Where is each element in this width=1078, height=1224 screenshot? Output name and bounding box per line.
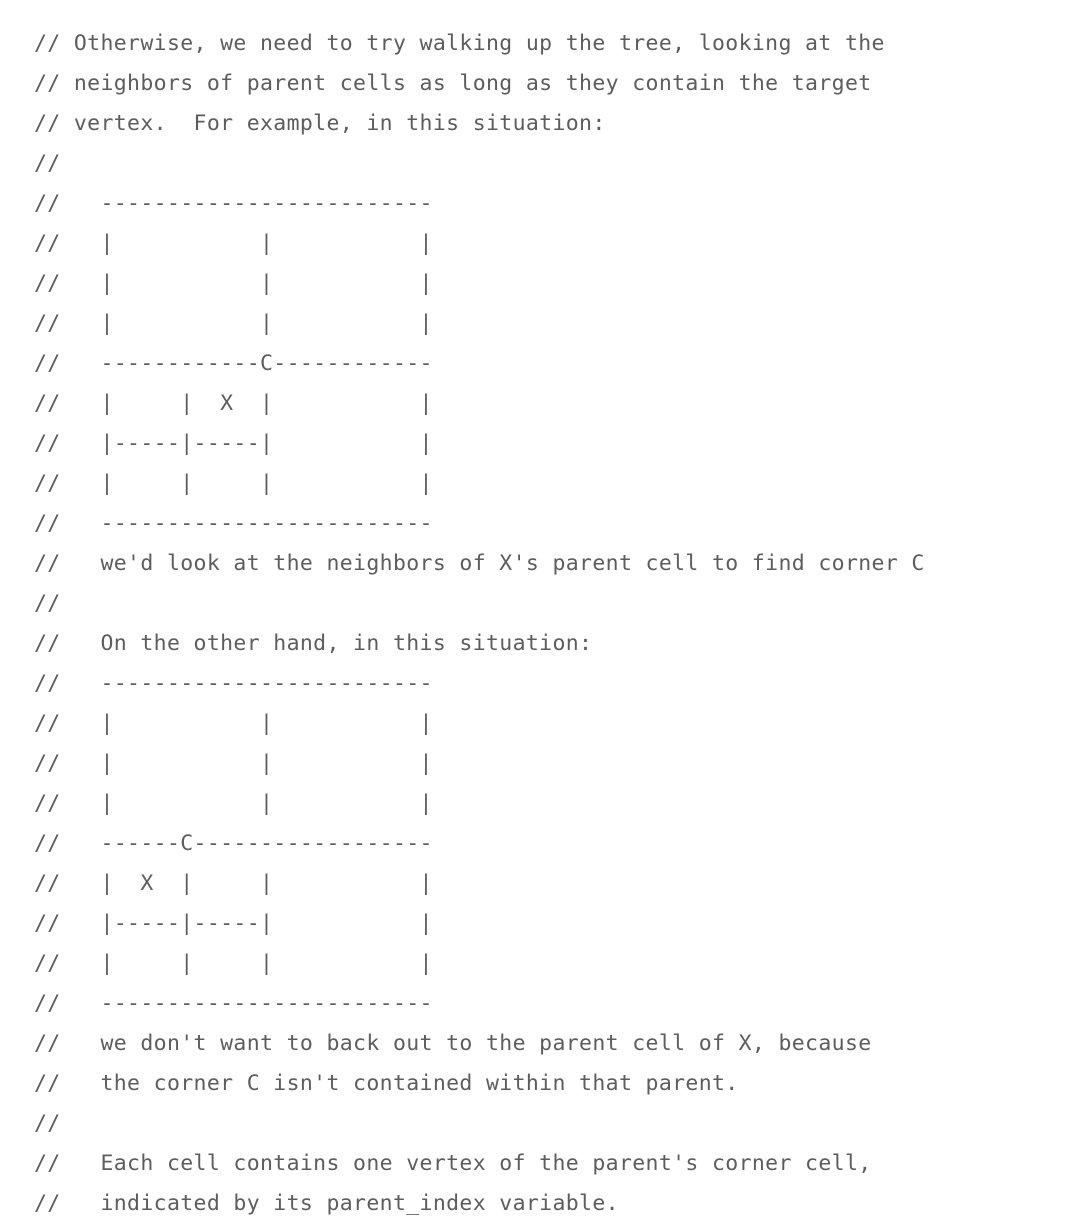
code-line: // |-----|-----| | — [34, 431, 433, 456]
code-line: // ------C------------------ — [34, 831, 433, 856]
code-line: // indicated by its parent_index variable. — [34, 1191, 619, 1216]
code-line: // — [34, 151, 61, 176]
code-line: // ------------------------- — [34, 671, 433, 696]
code-line: // ------------------------- — [34, 191, 433, 216]
code-line: // | | | | — [34, 471, 433, 496]
code-line: // | | | — [34, 271, 433, 296]
code-line: // | X | | | — [34, 871, 433, 896]
code-line: // vertex. For example, in this situation: — [34, 111, 606, 136]
code-line: // the corner C isn't contained within that parent. — [34, 1071, 739, 1096]
code-line: // we'd look at the neighbors of X's parent cell to find corner C — [34, 551, 925, 576]
code-line: // Otherwise, we need to try walking up the tree, looking at the — [34, 31, 885, 56]
code-line: // |-----|-----| | — [34, 911, 433, 936]
code-line: // | | | — [34, 711, 433, 736]
code-line: // — [34, 1111, 61, 1136]
code-line: // neighbors of parent cells as long as they contain the target — [34, 71, 872, 96]
code-line: // | | X | | — [34, 391, 433, 416]
code-line: // | | | — [34, 311, 433, 336]
code-line: // | | | — [34, 751, 433, 776]
code-line: // ------------------------- — [34, 511, 433, 536]
code-line: // | | | — [34, 791, 433, 816]
code-line: // we don't want to back out to the parent cell of X, because — [34, 1031, 872, 1056]
code-line: // ------------C------------ — [34, 351, 433, 376]
code-line: // ------------------------- — [34, 991, 433, 1016]
code-line: // | | | | — [34, 951, 433, 976]
code-line: // Each cell contains one vertex of the parent's corner cell, — [34, 1151, 872, 1176]
code-line: // — [34, 591, 61, 616]
code-line: // On the other hand, in this situation: — [34, 631, 593, 656]
code-line: // | | | — [34, 231, 433, 256]
